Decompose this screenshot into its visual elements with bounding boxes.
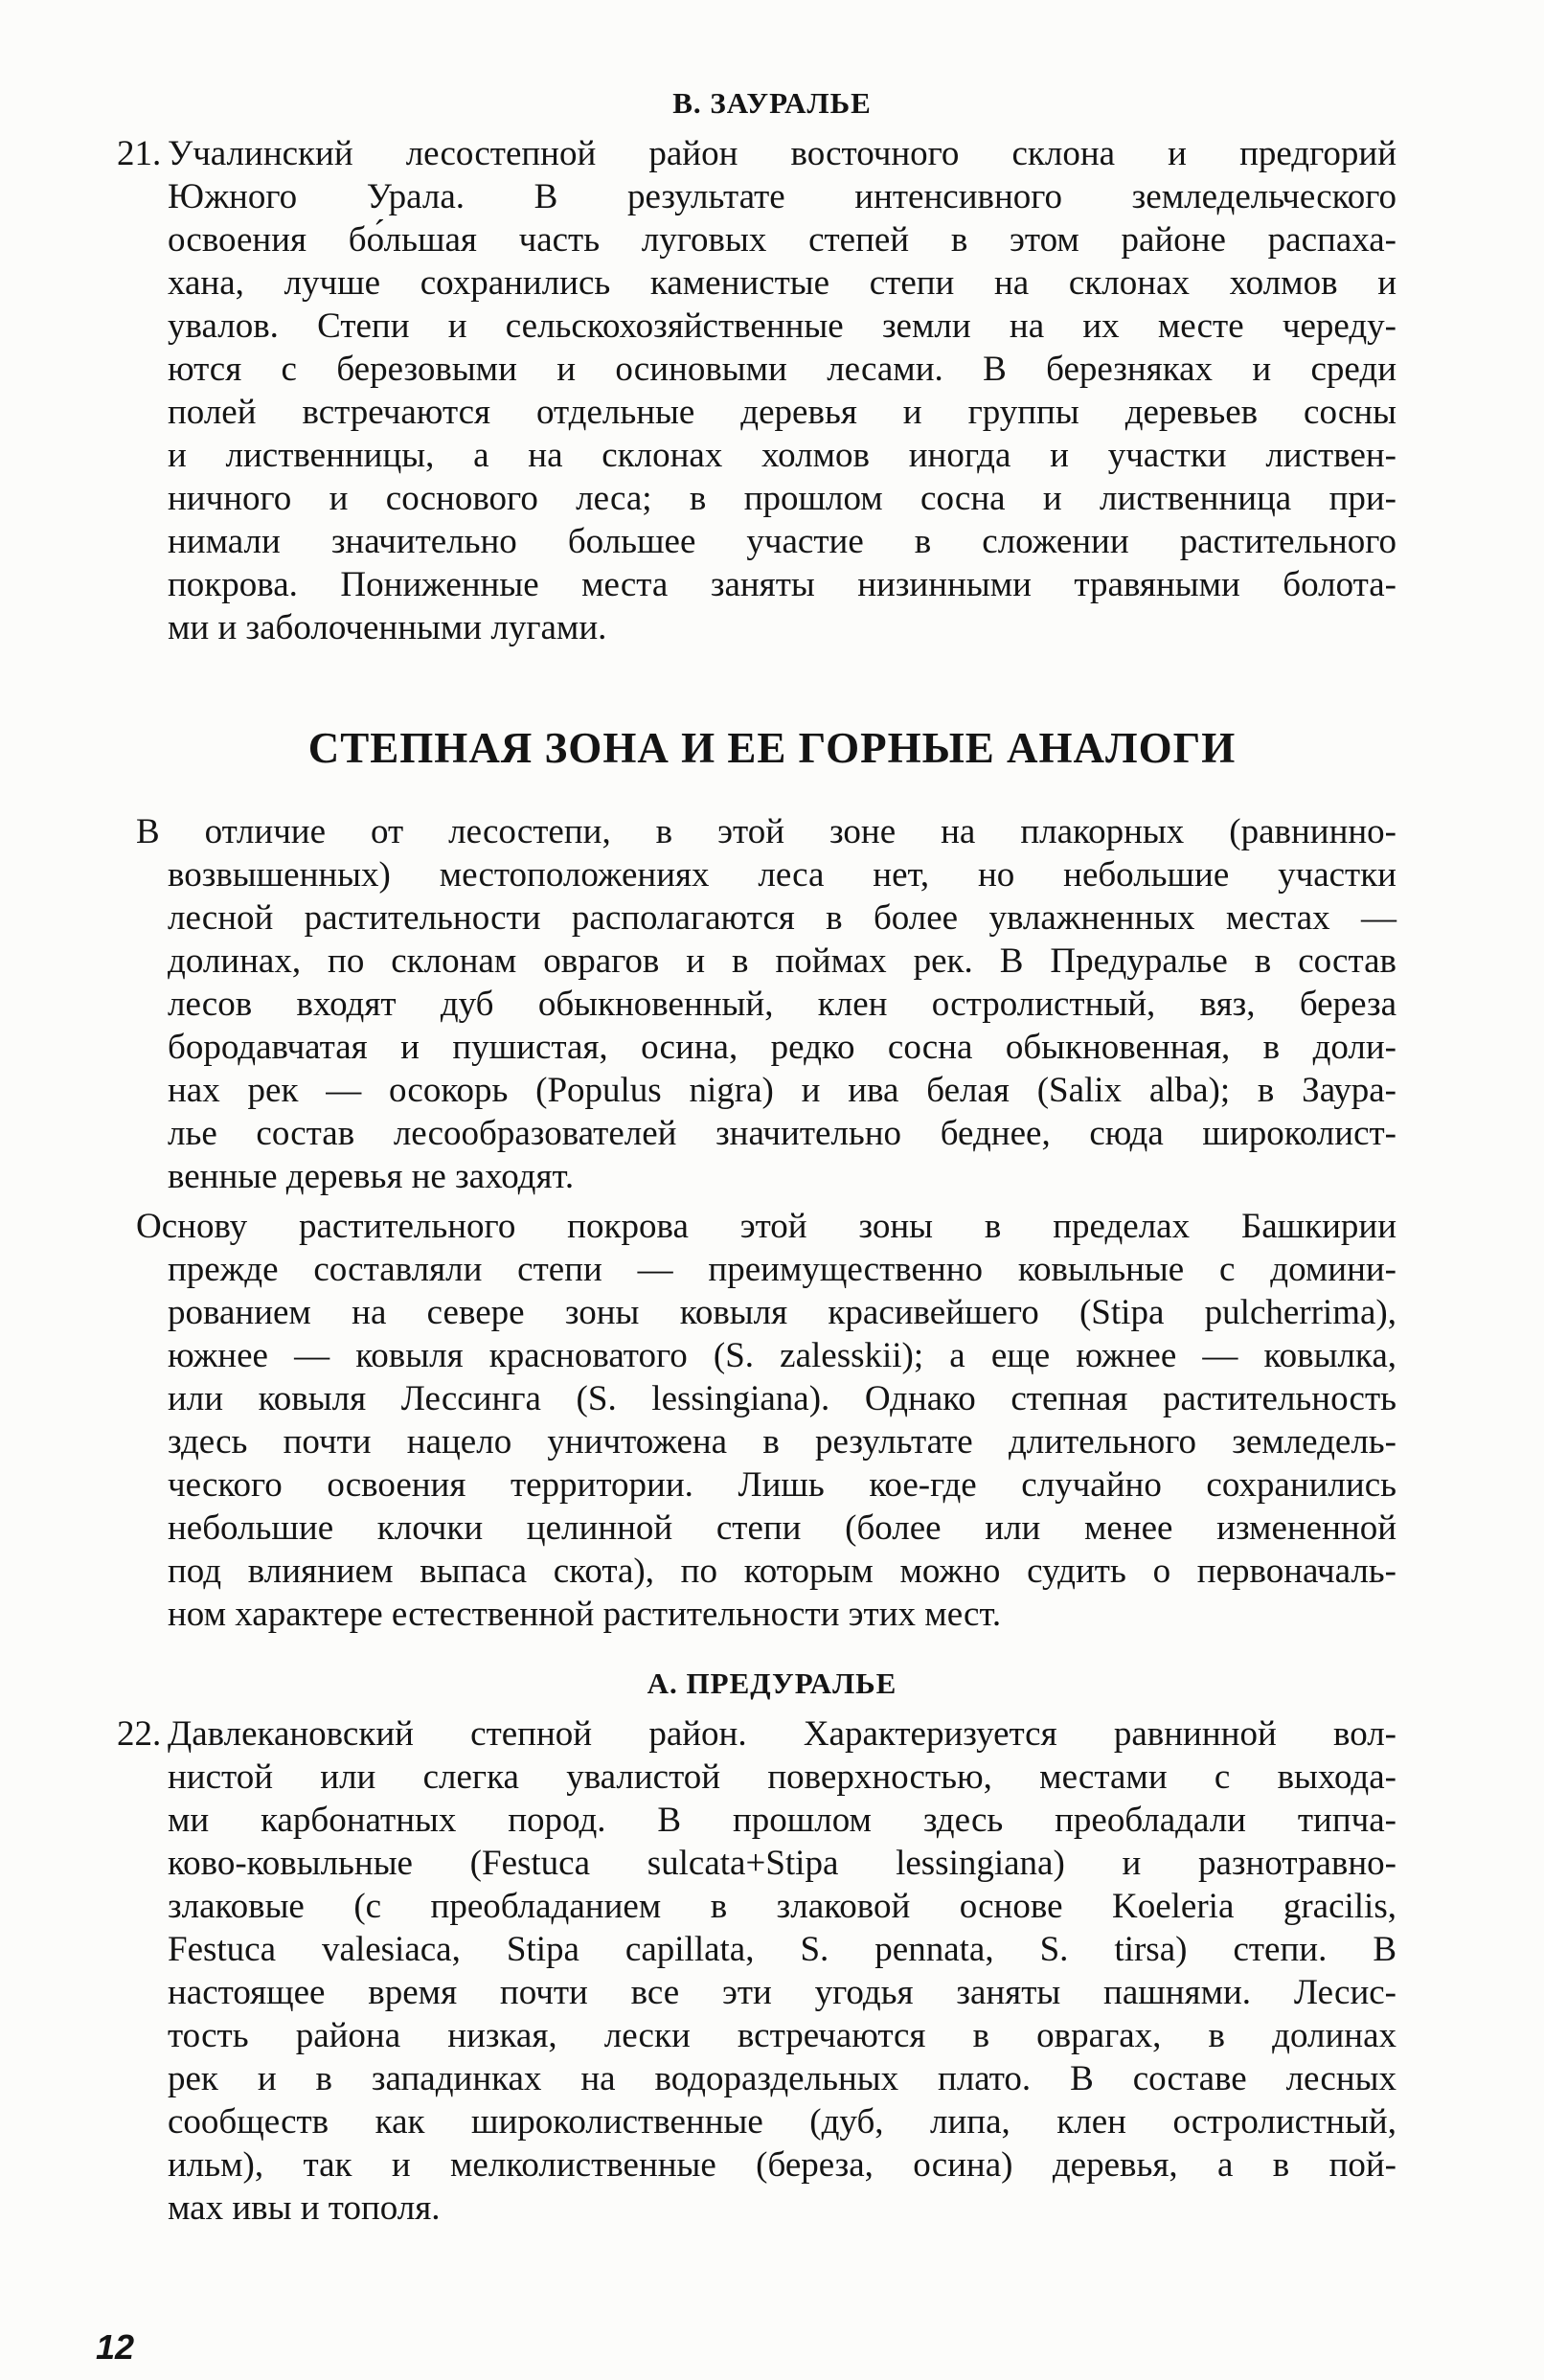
text-line: рек и в западинках на водораздельных плато. В составе лесных xyxy=(168,2059,1396,2098)
section-heading-cis-urals: А. ПРЕДУРАЛЬЕ xyxy=(647,1666,897,1700)
text-line: Южного Урала. В результате интенсивного земледельческого xyxy=(168,177,1396,216)
text-line: мах ивы и тополя. xyxy=(168,2188,441,2228)
text-line: лесов входят дуб обыкновенный, клен остролистный, вяз, береза xyxy=(168,985,1396,1024)
text-line: ильм), так и мелколиственные (береза, осина) деревья, а в пой- xyxy=(168,2145,1396,2185)
text-line: нимали значительно большее участие в сложении растительного xyxy=(168,522,1396,561)
text-line: здесь почти нацело уничтожена в результате длительного земледель- xyxy=(168,1422,1396,1462)
text-line: В отличие от лесостепи, в этой зоне на плакорных (равнинно- xyxy=(136,812,1396,851)
entry-number: 21. xyxy=(117,134,162,173)
chapter-heading-steppe-zone: СТЕПНАЯ ЗОНА И ЕЕ ГОРНЫЕ АНАЛОГИ xyxy=(307,724,1237,772)
text-line: ном характере естественной растительности этих мест. xyxy=(168,1595,1002,1634)
text-line: ются с березовыми и осиновыми лесами. В березняках и среди xyxy=(168,350,1396,389)
text-line: полей встречаются отдельные деревья и группы деревьев сосны xyxy=(168,393,1396,432)
text-line: рованием на севере зоны ковыля красивейшего (Stipa pulcherrima), xyxy=(168,1293,1396,1332)
page-number: 12 xyxy=(96,2327,135,2367)
text-line: венные деревья не заходят. xyxy=(168,1157,575,1196)
text-line: Учалинский лесостепной район восточного склона и предгорий xyxy=(168,134,1396,173)
text-line: настоящее время почти все эти угодья заняты пашнями. Лесис- xyxy=(168,1973,1396,2012)
text-line: тость района низкая, лески встречаются в оврагах, в долинах xyxy=(168,2016,1396,2055)
text-line: ческого освоения территории. Лишь кое-где случайно сохранились xyxy=(168,1465,1396,1505)
text-line: ково-ковыльные (Festuca sulcata+Stipa lessingiana) и разнотравно- xyxy=(168,1844,1396,1883)
text-line: покрова. Пониженные места заняты низинными травяными болота- xyxy=(168,565,1396,604)
text-line: ничного и соснового леса; в прошлом сосна и лиственница при- xyxy=(168,479,1396,518)
text-line: хана, лучше сохранились каменистые степи на склонах холмов и xyxy=(168,263,1396,303)
text-line: бородавчатая и пушистая, осина, редко сосна обыкновенная, в доли- xyxy=(168,1028,1396,1067)
text-line: ми и заболоченными лугами. xyxy=(168,608,607,647)
text-line: долинах, по склонам оврагов и в поймах рек. В Предуралье в состав xyxy=(168,941,1396,981)
text-line: и лиственницы, а на склонах холмов иногда и участки листвен- xyxy=(168,436,1396,475)
text-line: лесной растительности располагаются в более увлажненных местах — xyxy=(168,898,1396,938)
entry-number: 22. xyxy=(117,1714,162,1754)
text-line: южнее — ковыля красноватого (S. zalesskii); а еще южнее — ковылка, xyxy=(168,1336,1396,1375)
text-line: или ковыля Лессинга (S. lessingiana). Однако степная растительность xyxy=(168,1379,1396,1418)
text-line: злаковые (с преобладанием в злаковой основе Koeleria gracilis, xyxy=(168,1887,1396,1926)
text-line: Festuca valesiaca, Stipa capillata, S. pennata, S. tirsa) степи. В xyxy=(168,1930,1396,1969)
text-line: небольшие клочки целинной степи (более или менее измененной xyxy=(168,1508,1396,1548)
section-heading-trans-urals: В. ЗАУРАЛЬЕ xyxy=(672,86,872,120)
text-line: нистой или слегка увалистой поверхностью, местами с выхода- xyxy=(168,1757,1396,1797)
text-line: под влиянием выпаса скота), по которым можно судить о первоначаль- xyxy=(168,1552,1396,1591)
text-line: ми карбонатных пород. В прошлом здесь преобладали типча- xyxy=(168,1801,1396,1840)
text-line: нах рек — осокорь (Populus nigra) и ива белая (Salix alba); в Заура- xyxy=(168,1071,1396,1110)
text-line: освоения бо́льшая часть луговых степей в этом районе распаха- xyxy=(168,220,1396,260)
text-line: Давлекановский степной район. Характеризуется равнинной вол- xyxy=(168,1714,1396,1754)
text-line: прежде составляли степи — преимущественно ковыльные с домини- xyxy=(168,1250,1396,1289)
text-line: увалов. Степи и сельскохозяйственные земли на их месте череду- xyxy=(168,306,1396,346)
text-line: Основу растительного покрова этой зоны в пределах Башкирии xyxy=(136,1207,1396,1246)
text-line: сообществ как широколиственные (дуб, липа, клен остролистный, xyxy=(168,2102,1396,2142)
text-line: лье состав лесообразователей значительно беднее, сюда широколист- xyxy=(168,1114,1396,1153)
text-line: возвышенных) местоположениях леса нет, но небольшие участки xyxy=(168,855,1396,895)
